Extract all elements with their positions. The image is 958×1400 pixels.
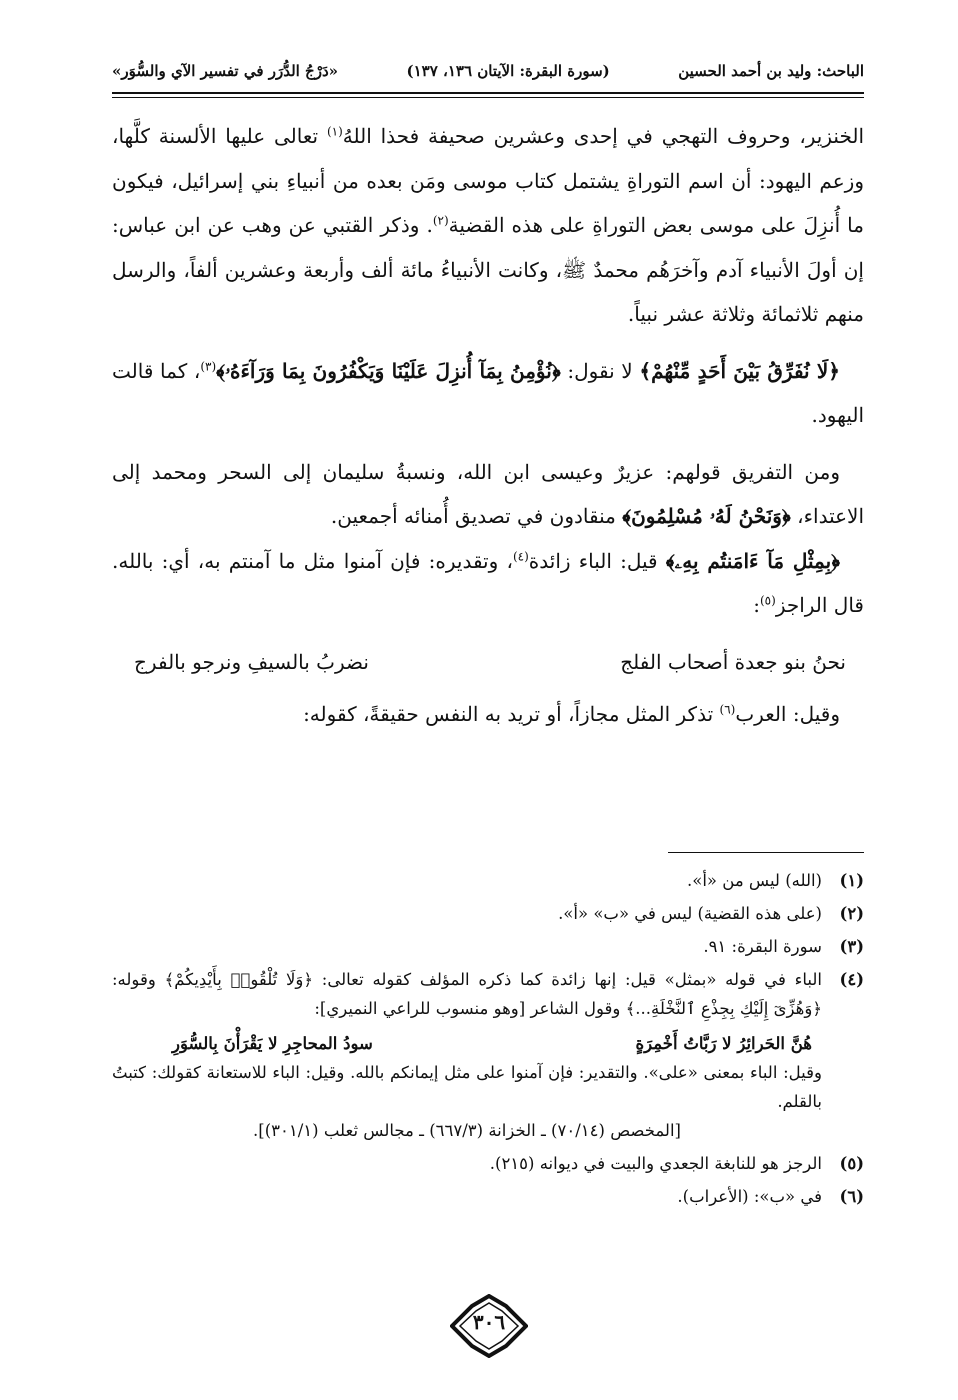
footnotes [112,862,864,1215]
verse-second-hemistich: سودُ المحاجِرِ لا يَقْرَأْنَ بِالسُّوَرِ [172,1034,373,1053]
footnote-text: الباء في قوله «بمثل» قيل: إنها زائدة كما ذكره المؤلف كقوله تعالى: ﴿وَلَا تُلْقُوا۟ بِأَيْدِيكُمْ﴾ وقوله: ﴿وَهُزِّىٓ إِلَيْكِ بِجِذْعِ ٱلنَّخْلَةِ...﴾ وقول الشاعر [وهو منسوب للراعي النميري]: [112,970,822,1018]
footnote-number: (٢) [839,904,864,923]
footnote-4 [112,965,864,1023]
paragraph-2: ﴿لَا نُفَرِّقُ بَيْنَ أَحَدٍ مِّنْهُمْ﴾ لا نقول: ﴿نُؤْمِنُ بِمَآ أُنزِلَ عَلَيْنَا وَيَكْفُرُونَ بِمَا وَرَآءَهُۥ﴾$^{(٣)}$، كما قالت اليهود. [112,358,864,427]
footnote-ref-1: (١) [326,124,343,139]
quran-quote: ﴿نُؤْمِنُ بِمَآ أُنزِلَ عَلَيْنَا وَيَكْفُرُونَ بِمَا وَرَآءَهُۥ﴾ [216,358,561,383]
footnote-ref-6: (٦) [719,702,736,717]
quran-quote: ﴿بِمِثْلِ مَآ ءَامَنتُم بِهِۦ﴾ [665,548,841,573]
poetry-verse [112,640,864,685]
header-rule-thick [112,92,864,94]
footnote-separator [668,852,864,853]
footnote-1 [112,866,864,895]
footnote-ref-4: (٤) [512,548,529,563]
footnote-number: (٦) [839,1187,864,1206]
header-researcher: الباحث: وليد بن أحمد الحسين [678,62,864,80]
footnote-number: (٣) [839,937,864,956]
main-text [112,114,864,737]
page-number-ornament [450,1294,528,1358]
footnote-6 [112,1182,864,1211]
footnote-text: (الله) ليس من «أ». [687,871,822,890]
page-number: ٣٠٦ [472,1310,506,1334]
footnote-4-references: [المخصص (٧٠/١٤) ـ الخزانة (٦٦٧/٣) ـ مجالس ثعلب (٣٠١/١)]. [253,1121,681,1140]
footnote-text: الرجز هو للنابغة الجعدي والبيت في ديوانه (٢١٥). [489,1154,822,1173]
footnote-3 [112,932,864,961]
footnote-text: سورة البقرة: ٩١. [703,937,822,956]
paragraph-3: ومن التفريق قولهم: عزيرٌ وعيسى ابن الله، ونسبةُ سليمان إلى السحر ومحمد إلى الاعتداء، ﴿وَنَحْنُ لَهُۥ مُسْلِمُونَ﴾ منقادون في تصديق أُمنائه أجمعين. [112,459,864,528]
quran-quote: ﴿لَا نُفَرِّقُ بَيْنَ أَحَدٍ مِّنْهُمْ﴾ [639,358,841,383]
running-header [112,52,864,90]
paragraph-5: وقيل: العرب$^{(٦)}$ تذكر المثل مجازاً، أو تريد به النفس حقيقةً، كقوله: [303,702,840,726]
footnote-number: (١) [839,871,864,890]
paragraph-1: الخنزير، وحروف التهجي في إحدى وعشرين صحيفة فحذا اللهُ$^{(١)}$ تعالى عليها الألسنة كلَّها، وزعم اليهود: أن اسم التوراةِ يشتمل كتاب موسى ومَن بعده من أنبياءِ بني إسرائيل، فيكون ما أُنزِلَ على موسى بعض التوراةِ على هذه القضية$^{(٢)}$. وذكر القتبي عن وهب عن ابن عباس: إن أولَ الأنبياء آدم وآخرَهُم محمدٌ ﷺ، وكانت الأنبياءُ مائة ألف وأربعة وعشرين ألفاً، والرسل منهم ثلاثمائة وثلاثة عشر نبياً. [112,124,864,326]
verse-second-hemistich: نضربُ بالسيفِ ونرجو بالفرج [134,649,369,674]
verse-first-hemistich: هُنَّ الحَرائِرُ لا رَبَّاتُ أَخْمِرَةٍ [635,1034,812,1053]
paragraph-4: ﴿بِمِثْلِ مَآ ءَامَنتُم بِهِۦ﴾ قيل: الباء زائدة$^{(٤)}$، وتقديره: فإن آمنوا مثل ما آمنتم به، أي: بالله. قال الراجز$^{(٥)}$: [112,548,864,617]
quran-quote: ﴿وَنَحْنُ لَهُۥ مُسْلِمُونَ﴾ [622,504,791,528]
footnote-2 [112,899,864,928]
footnote-ref-3: (٣) [200,358,217,373]
footnote-number: (٥) [839,1154,864,1173]
footnote-ref-2: (٢) [432,213,449,228]
footnote-poetry-verse [112,1029,864,1058]
header-rule-thin [112,97,864,98]
header-surah-ref: (سورة البقرة: الآيتان ١٣٦، ١٣٧) [406,62,610,80]
footnote-ref-5: (٥) [759,593,776,608]
header-book-title: «دَرْجُ الدُّرَر في تفسير الآي والسُّوَر» [112,62,339,80]
footnote-text: (على هذه القضية) ليس في «ب» «أ». [558,904,822,923]
verse-first-hemistich: نحنُ بنو جعدة أصحاب الفلج [620,649,846,674]
footnote-text: في «ب»: (الأعراب). [677,1187,822,1206]
footnote-number: (٤) [839,970,864,989]
footnote-4-continuation: وقيل: الباء بمعنى «على». والتقدير: فإن آمنوا على مثل إيمانكم بالله. وقيل: الباء للاستعانة كقولك: كتبتُ بالقلم. [112,1063,822,1111]
footnote-5 [112,1149,864,1178]
